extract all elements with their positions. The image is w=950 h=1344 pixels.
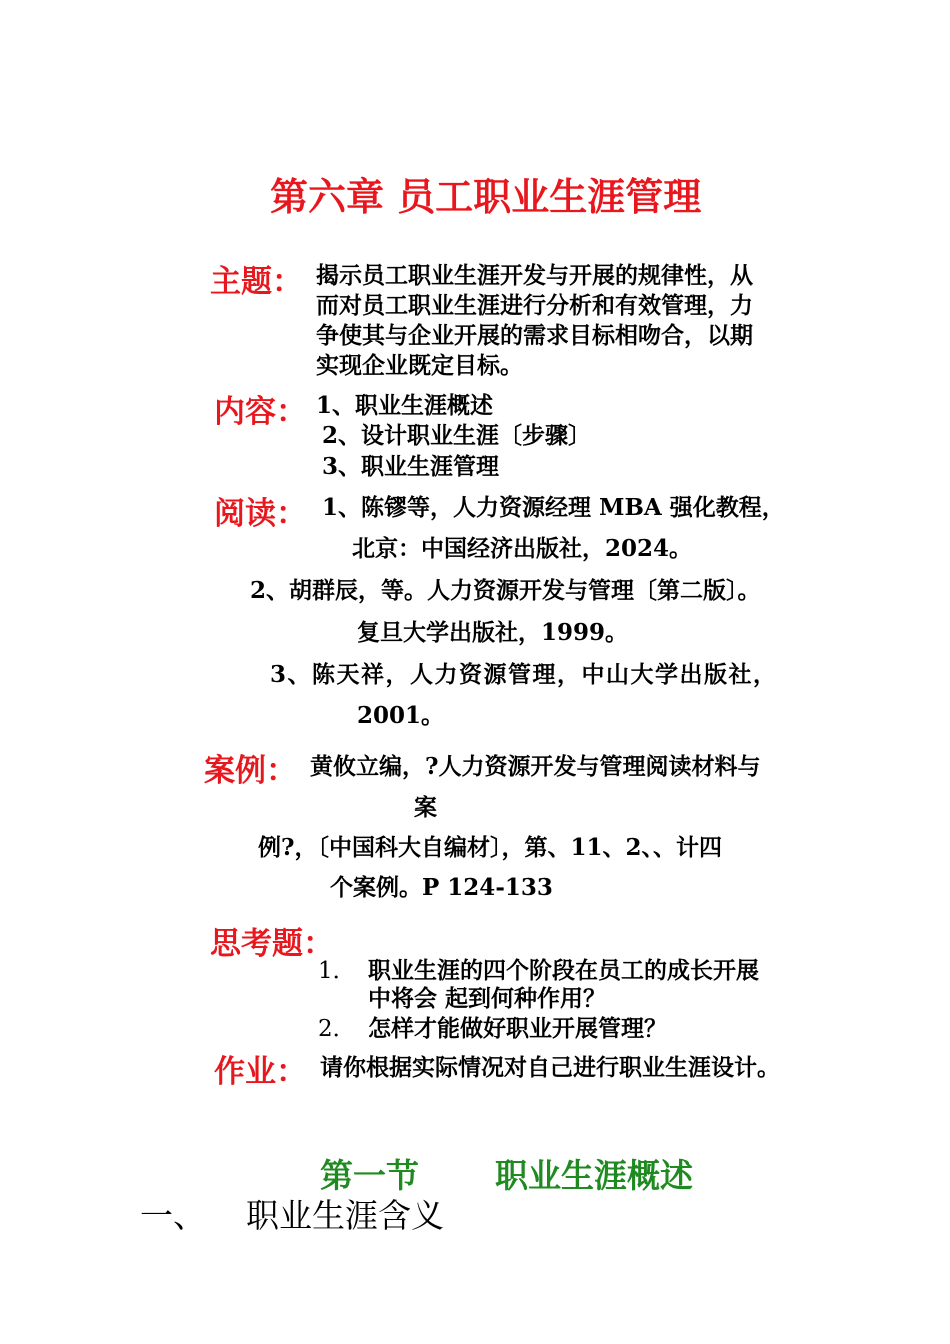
question-line: 职业生涯的四个阶段在员工的成长开展 [368, 957, 759, 984]
reading-label: 阅读： [214, 496, 307, 532]
section-title: 职业生涯概述 [495, 1156, 693, 1195]
reading-line: 复旦大学出版社，1999。 [357, 619, 629, 646]
homework-label: 作业： [214, 1054, 307, 1090]
reading-line: 3、陈天祥，人力资源管理，中山大学出版社， [270, 661, 778, 688]
theme-line: 争使其与企业开展的需求目标相吻合，以期 [316, 322, 753, 349]
theme-line: 揭示员工职业生涯开发与开展的规律性，从 [316, 262, 753, 289]
reading-line: 2、胡群辰，等。人力资源开发与管理〔第二版〕。 [250, 577, 761, 604]
case-label: 案例： [204, 753, 297, 789]
reading-line: 2001。 [357, 702, 445, 729]
subheading-number: 一、 [140, 1196, 206, 1235]
theme-line: 实现企业既定目标。 [316, 352, 523, 379]
content-item: 1、职业生涯概述 [316, 392, 494, 419]
case-line: 例?，〔中国科大自编材〕，第、11、2、、计四 [258, 834, 722, 861]
case-line: 黄攸立编，?人力资源开发与管理阅读材料与 [310, 753, 761, 780]
question-number: 1． [318, 958, 356, 984]
question-line: 怎样才能做好职业开展管理？ [368, 1015, 667, 1042]
content-item: 2、设计职业生涯〔步骤〕 [322, 422, 592, 449]
questions-label: 思考题： [210, 926, 334, 962]
case-line: 案 [414, 794, 437, 821]
homework-text: 请你根据实际情况对自己进行职业生涯设计。 [320, 1054, 780, 1081]
chapter-title: 第六章 员工职业生涯管理 [270, 174, 702, 219]
content-label: 内容： [214, 394, 307, 430]
theme-line: 而对员工职业生涯进行分析和有效管理，力 [316, 292, 753, 319]
reading-line: 1、陈镠等，人力资源经理 MBA 强化教程， [322, 494, 785, 521]
theme-label: 主题： [210, 264, 303, 300]
question-line: 中将会 起到何种作用？ [368, 985, 607, 1012]
question-number: 2． [318, 1016, 356, 1042]
reading-line: 北京：中国经济出版社，2024。 [352, 535, 693, 562]
content-item: 3、职业生涯管理 [322, 453, 500, 480]
case-line: 个案例。P 124-133 [330, 874, 553, 901]
section-number: 第一节 [320, 1156, 419, 1195]
subheading-title: 职业生涯含义 [246, 1196, 444, 1235]
